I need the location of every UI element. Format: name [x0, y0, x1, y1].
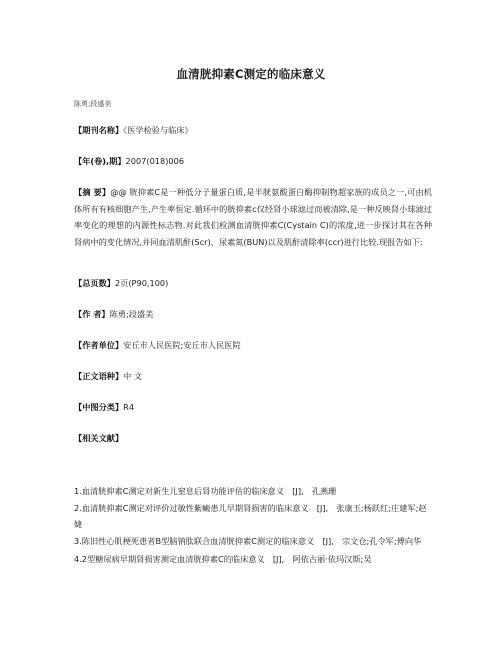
pages-label: 【总页数】	[74, 278, 115, 288]
language-field	[74, 368, 432, 385]
authors-value: 陈勇;段盛美	[109, 309, 154, 319]
abstract-label: 【摘 要】	[74, 187, 111, 197]
related-item[interactable]: 2.血清胱抑素C测定对评价过敏性紫癜患儿早期肾损害的临床意义 [J], 张康玉;杨跃红;庄建军;赵婕	[74, 503, 427, 529]
related-item[interactable]: 1.血清胱抑素C测定对新生儿窒息后肾功能评估的临床意义 [J], 孔燕珊	[74, 486, 337, 496]
journal-field	[74, 122, 432, 139]
affiliation-label: 【作者单位】	[74, 340, 124, 350]
journal-label: 【期刊名称】	[74, 125, 124, 135]
document-title: 血清胱抑素C测定的临床意义	[176, 67, 326, 81]
classification-value: R4	[123, 402, 135, 412]
language-value: 中 文	[123, 371, 143, 381]
related-list	[74, 484, 432, 569]
affiliation-field	[74, 337, 432, 354]
abstract-text: @@ 胱抑素C是一种低分子量蛋白质,是半胱氨酸蛋白酶抑制物超家族的成员之一,可由机体所有有核细胞产生,产生率恒定.循环中的胱抑素c仅经肾小球滤过而被清除,是一种反映肾小球滤过率变化的理想的内源性标志物.对此我们检测血清胱抑素C(Cystain C)的浓度,进一步探讨其在各种肾病中的变化情况,并同血清肌酐(Scr)、尿素氮(BUN)以及肌酐清除率(ccr)进行比较.现报告如下:	[74, 187, 432, 247]
year-issue-value: 2007(018)006	[125, 156, 185, 166]
pages-value: 2页(P90,100)	[114, 278, 169, 288]
author-line: 陈勇;段盛美	[74, 100, 112, 108]
affiliation-value: 安丘市人民医院;安丘市人民医院	[123, 340, 241, 350]
authors-label: 【作 者】	[74, 309, 110, 319]
abstract-field	[74, 184, 432, 250]
journal-value: 《医学检验与临床》	[123, 125, 193, 135]
year-issue-field	[74, 153, 432, 170]
related-label: 【相关文献】	[74, 433, 124, 443]
classification-label: 【中图分类】	[74, 402, 124, 412]
related-item[interactable]: 4.2型糖尿病早期肾损害测定血清胱抑素C的临床意义 [J], 阿依古丽·依玛汉斯;吴	[74, 553, 372, 564]
classification-field	[74, 399, 432, 416]
authors-field	[74, 306, 432, 323]
pages-field	[74, 275, 432, 292]
related-item[interactable]: 3.陈旧性心肌梗死患者B型脑钠肽联合血清胱抑素C测定的临床意义 [J], 宗文仓;孔令军;傅向华	[74, 536, 422, 547]
year-issue-label: 【年(卷),期】	[74, 156, 126, 166]
language-label: 【正文语种】	[74, 371, 124, 381]
related-heading-field	[74, 430, 432, 447]
